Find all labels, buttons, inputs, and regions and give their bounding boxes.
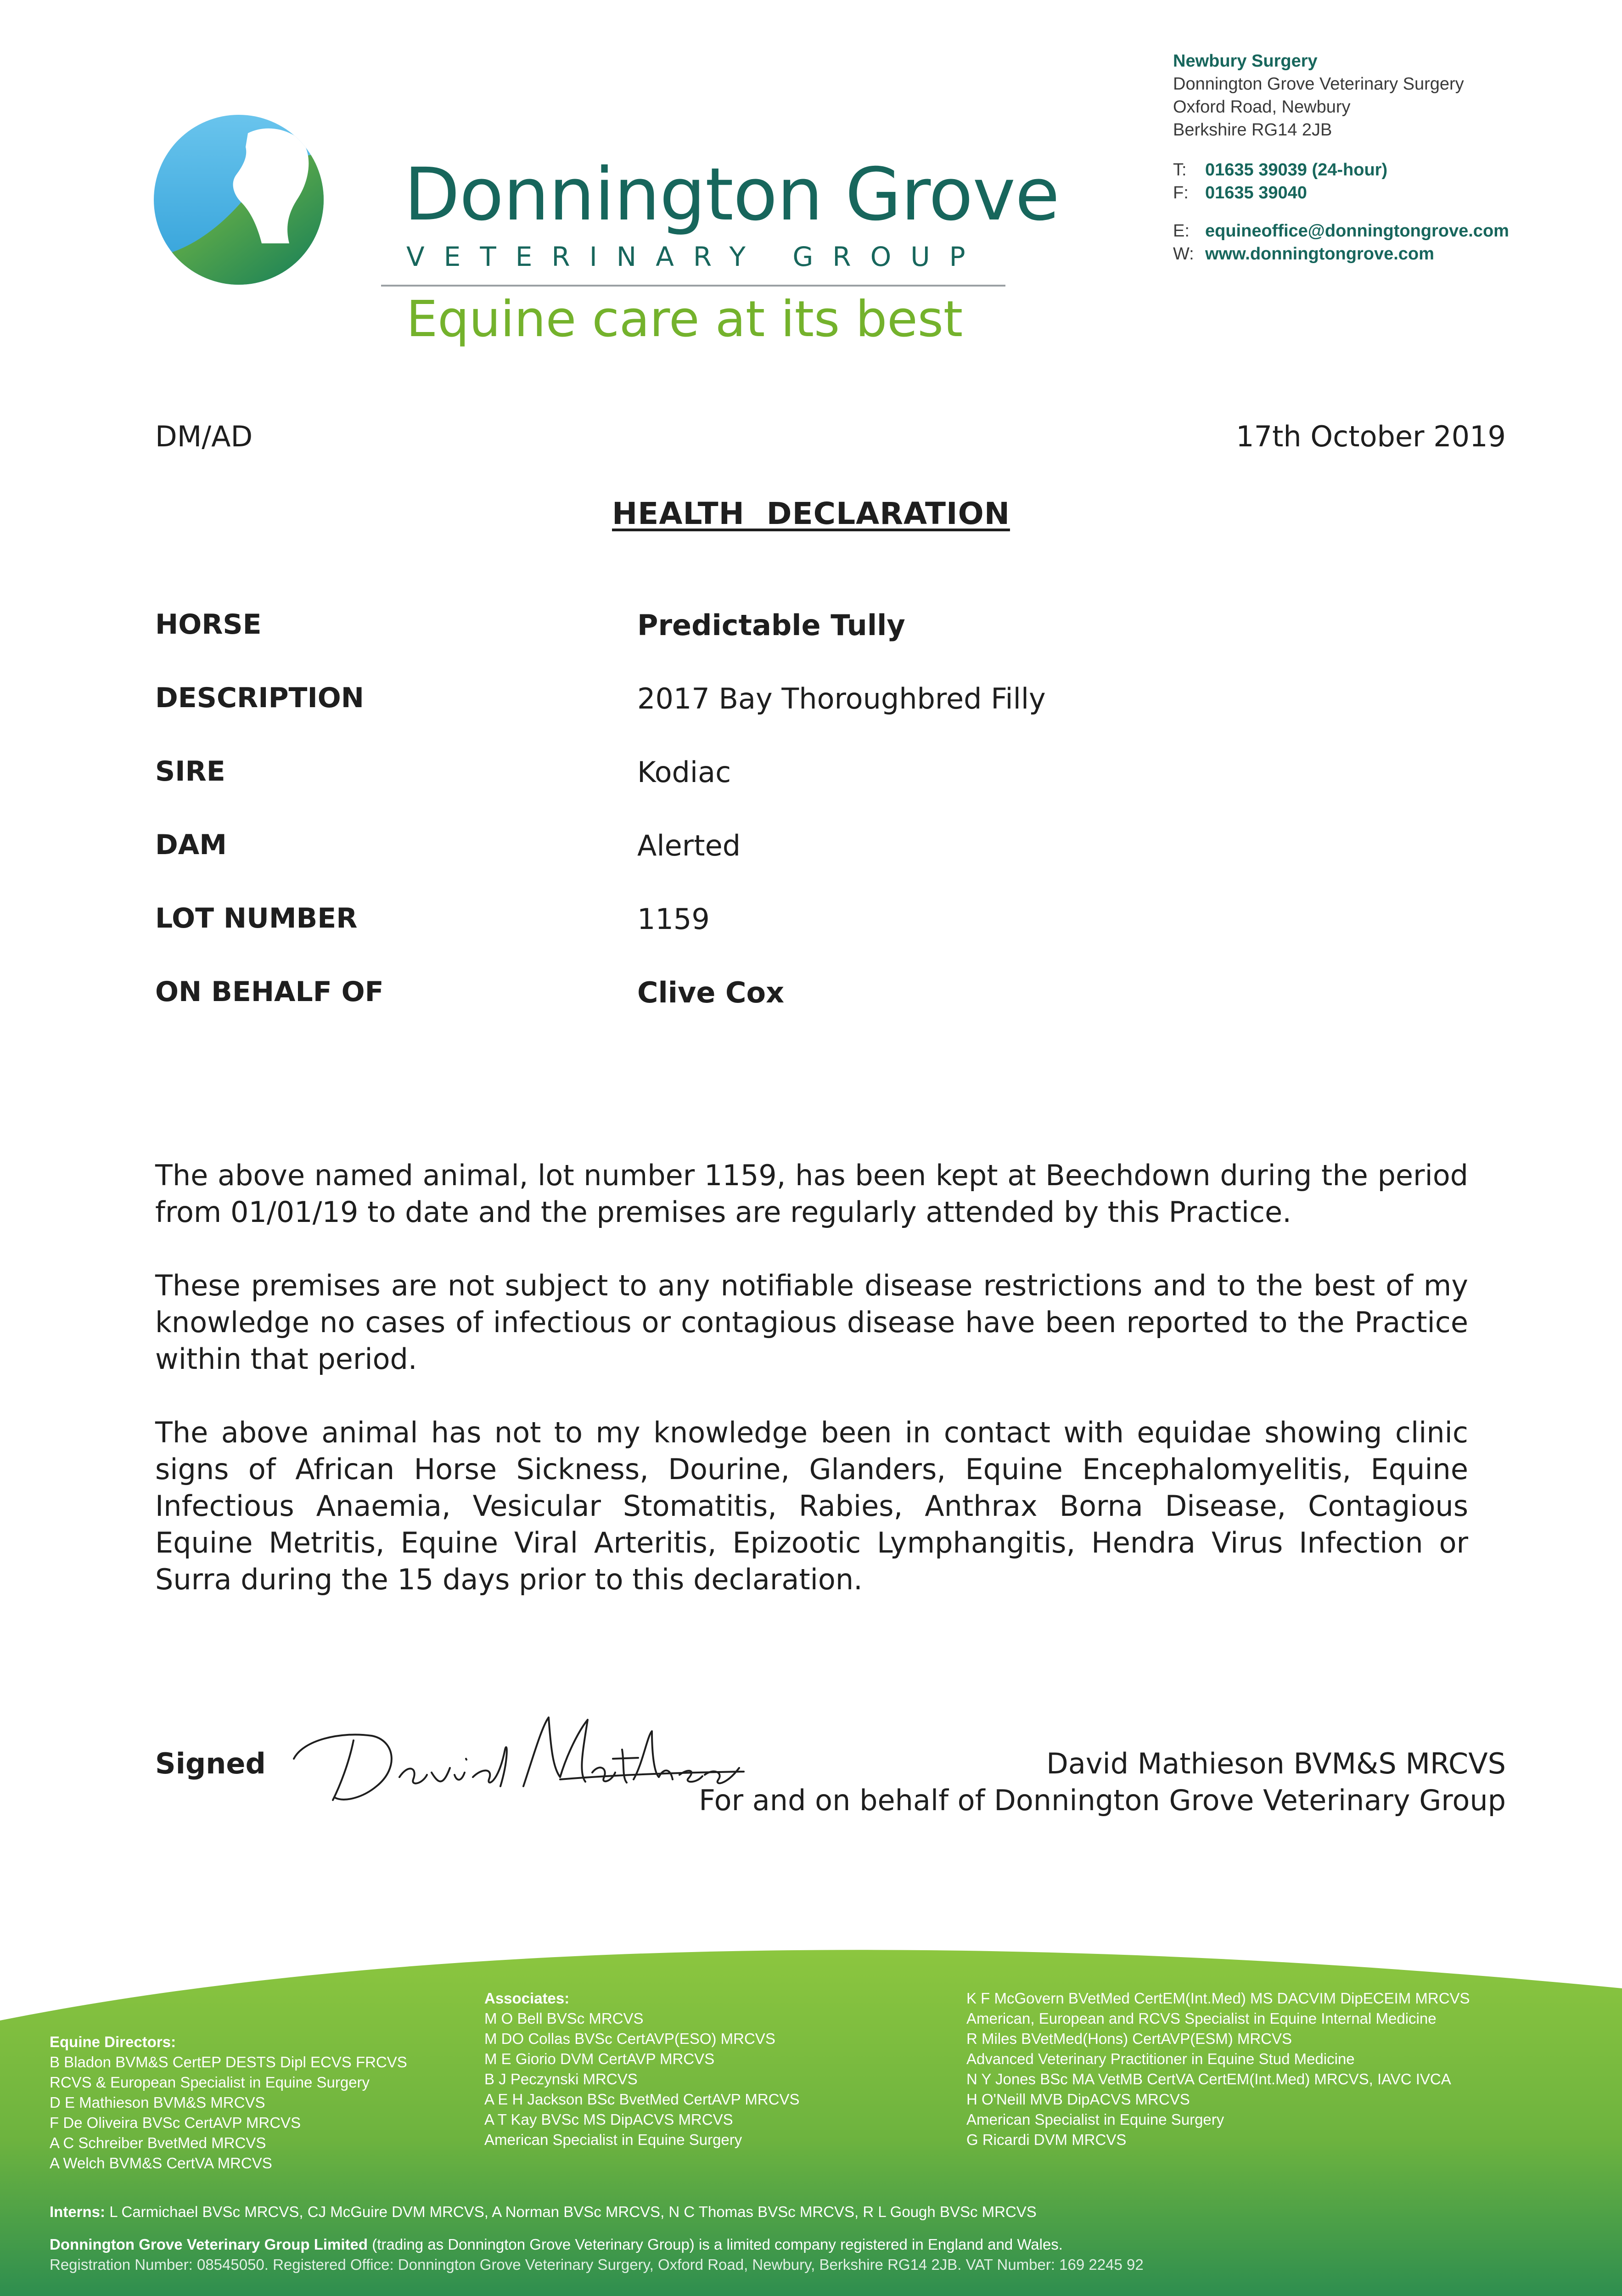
- brand-subtitle: VETERINARY GROUP: [406, 241, 985, 272]
- field-label: DESCRIPTION: [155, 682, 365, 714]
- director-entry: B Bladon BVM&S CertEP DESTS Dipl ECVS FRCVS: [50, 2054, 407, 2071]
- signer-role: For and on behalf of Donnington Grove Veterinary Group: [699, 1784, 1506, 1817]
- brand-name: Donnington Grove: [404, 152, 1060, 237]
- phone-block: [1173, 158, 1387, 204]
- field-label: SIRE: [155, 755, 225, 788]
- company-name: Donnington Grove Veterinary Group Limited: [50, 2236, 368, 2253]
- email-label: E:: [1173, 221, 1190, 241]
- email-link[interactable]: equineoffice@donningtongrove.com: [1205, 221, 1509, 241]
- field-row-sire: [155, 755, 1506, 829]
- associate-entry: H O'Neill MVB DipACVS MRCVS: [966, 2091, 1190, 2108]
- surgery-name: Newbury Surgery: [1173, 51, 1318, 71]
- associate-entry: N Y Jones BSc MA VetMB CertVA CertEM(Int.Med) MRCVS, IAVC IVCA: [966, 2071, 1451, 2088]
- company-line: [50, 2234, 1063, 2255]
- field-row-lot-number: [155, 902, 1506, 976]
- phone-label: T:: [1173, 160, 1187, 180]
- reference-code: DM/AD: [155, 420, 253, 453]
- interns-line: [50, 2202, 1037, 2222]
- address-line: Berkshire RG14 2JB: [1173, 120, 1332, 140]
- tagline: Equine care at its best: [406, 291, 963, 348]
- field-row-dam: [155, 829, 1506, 902]
- field-value: Predictable Tully: [637, 608, 905, 642]
- associate-entry: American Specialist in Equine Surgery: [966, 2111, 1224, 2128]
- declaration-paragraph: The above animal has not to my knowledge been in contact with equidae showing clinic signs of African Horse Sickness, Dourine, Glanders, Equine Encephalomyelitis, Equine Infectious Anaemia, Vesicular Stomatitis, Rabies, Anthrax Borna Disease, Contagious Equine Metritis, Equine Viral Arteritis, Epizootic Lymphangitis, Hendra Virus Infection or Surra during the 15 days prior to this declaration.: [155, 1416, 1468, 1596]
- interns-label: Interns:: [50, 2203, 106, 2220]
- field-label: ON BEHALF OF: [155, 976, 384, 1008]
- signer-name: David Mathieson BVM&S MRCVS: [1046, 1747, 1506, 1780]
- field-row-on-behalf-of: [155, 976, 1506, 1049]
- declaration-paragraph: The above named animal, lot number 1159, has been kept at Beechdown during the period from 01/01/19 to date and the premises are regularly attended by this Practice.: [155, 1159, 1468, 1229]
- associate-entry: American Specialist in Equine Surgery: [484, 2131, 742, 2148]
- field-row-description: [155, 682, 1506, 755]
- associate-entry: A E H Jackson BSc BvetMed CertAVP MRCVS: [484, 2091, 800, 2108]
- associate-entry: M E Giorio DVM CertAVP MRCVS: [484, 2050, 715, 2067]
- director-entry: F De Oliveira BVSc CertAVP MRCVS: [50, 2114, 301, 2131]
- address-line: Donnington Grove Veterinary Surgery: [1173, 74, 1464, 94]
- signed-label: Signed: [155, 1747, 266, 1780]
- registration-line: Registration Number: 08545050. Registered Office: Donnington Grove Veterinary Surgery, Oxford Road, Newbury, Berkshire RG14 2JB. VAT Number: 169 2245 92: [50, 2256, 1144, 2273]
- associate-entry: B J Peczynski MRCVS: [484, 2071, 638, 2088]
- brand-divider: [381, 285, 1005, 287]
- associate-entry: M O Bell BVSc MRCVS: [484, 2010, 644, 2027]
- surgery-address-block: [1173, 50, 1464, 141]
- associates-list-continued: [966, 1988, 1470, 2150]
- associate-entry: American, European and RCVS Specialist in Equine Internal Medicine: [966, 2010, 1437, 2027]
- fax-label: F:: [1173, 183, 1189, 203]
- field-value: Kodiac: [637, 755, 731, 789]
- director-entry: D E Mathieson BVM&S MRCVS: [50, 2094, 265, 2111]
- directors-heading: Equine Directors:: [50, 2033, 176, 2050]
- associates-heading: Associates:: [484, 1990, 570, 2007]
- document-title: HEALTH DECLARATION: [612, 496, 1010, 531]
- associate-entry: Advanced Veterinary Practitioner in Equine Stud Medicine: [966, 2050, 1355, 2067]
- phone-number: 01635 39039 (24-hour): [1205, 160, 1388, 180]
- associate-entry: A T Kay BVSc MS DipACVS MRCVS: [484, 2111, 733, 2128]
- interns-names: L Carmichael BVSc MRCVS, CJ McGuire DVM MRCVS, A Norman BVSc MRCVS, N C Thomas BVSc MRCVS, R L Gough BVSc MRCVS: [109, 2203, 1037, 2220]
- associate-entry: R Miles BVetMed(Hons) CertAVP(ESM) MRCVS: [966, 2030, 1292, 2047]
- field-row-horse: [155, 608, 1506, 682]
- director-entry: A C Schreiber BvetMed MRCVS: [50, 2134, 266, 2151]
- field-value: Alerted: [637, 829, 741, 862]
- company-text: (trading as Donnington Grove Veterinary Group) is a limited company registered in England and Wales.: [372, 2236, 1063, 2253]
- field-value: Clive Cox: [637, 976, 785, 1009]
- field-label: LOT NUMBER: [155, 902, 358, 934]
- director-entry: RCVS & European Specialist in Equine Surgery: [50, 2074, 370, 2091]
- horse-details: [155, 608, 1506, 1049]
- declaration-body: [155, 1157, 1468, 1635]
- associate-entry: G Ricardi DVM MRCVS: [966, 2131, 1127, 2148]
- director-entry: A Welch BVM&S CertVA MRCVS: [50, 2155, 272, 2172]
- website-link[interactable]: www.donningtongrove.com: [1205, 244, 1434, 264]
- handwritten-signature: [285, 1699, 748, 1809]
- associate-entry: K F McGovern BVetMed CertEM(Int.Med) MS DACVIM DipECEIM MRCVS: [966, 1990, 1470, 2007]
- associates-list: [484, 1988, 800, 2150]
- declaration-paragraph: These premises are not subject to any notifiable disease restrictions and to the best of my knowledge no cases of infectious or contagious disease have been reported to the Practice within that period.: [155, 1269, 1468, 1376]
- web-block: [1173, 219, 1509, 265]
- field-value: 1159: [637, 902, 710, 936]
- field-value: 2017 Bay Thoroughbred Filly: [637, 682, 1046, 715]
- field-label: HORSE: [155, 608, 262, 641]
- company-logo: [152, 106, 335, 289]
- field-label: DAM: [155, 829, 227, 861]
- address-line: Oxford Road, Newbury: [1173, 97, 1351, 117]
- web-label: W:: [1173, 244, 1194, 264]
- fax-number: 01635 39040: [1205, 183, 1307, 203]
- directors-list: [50, 2032, 407, 2173]
- document-date: 17th October 2019: [1236, 420, 1506, 453]
- associate-entry: M DO Collas BVSc CertAVP(ESO) MRCVS: [484, 2030, 775, 2047]
